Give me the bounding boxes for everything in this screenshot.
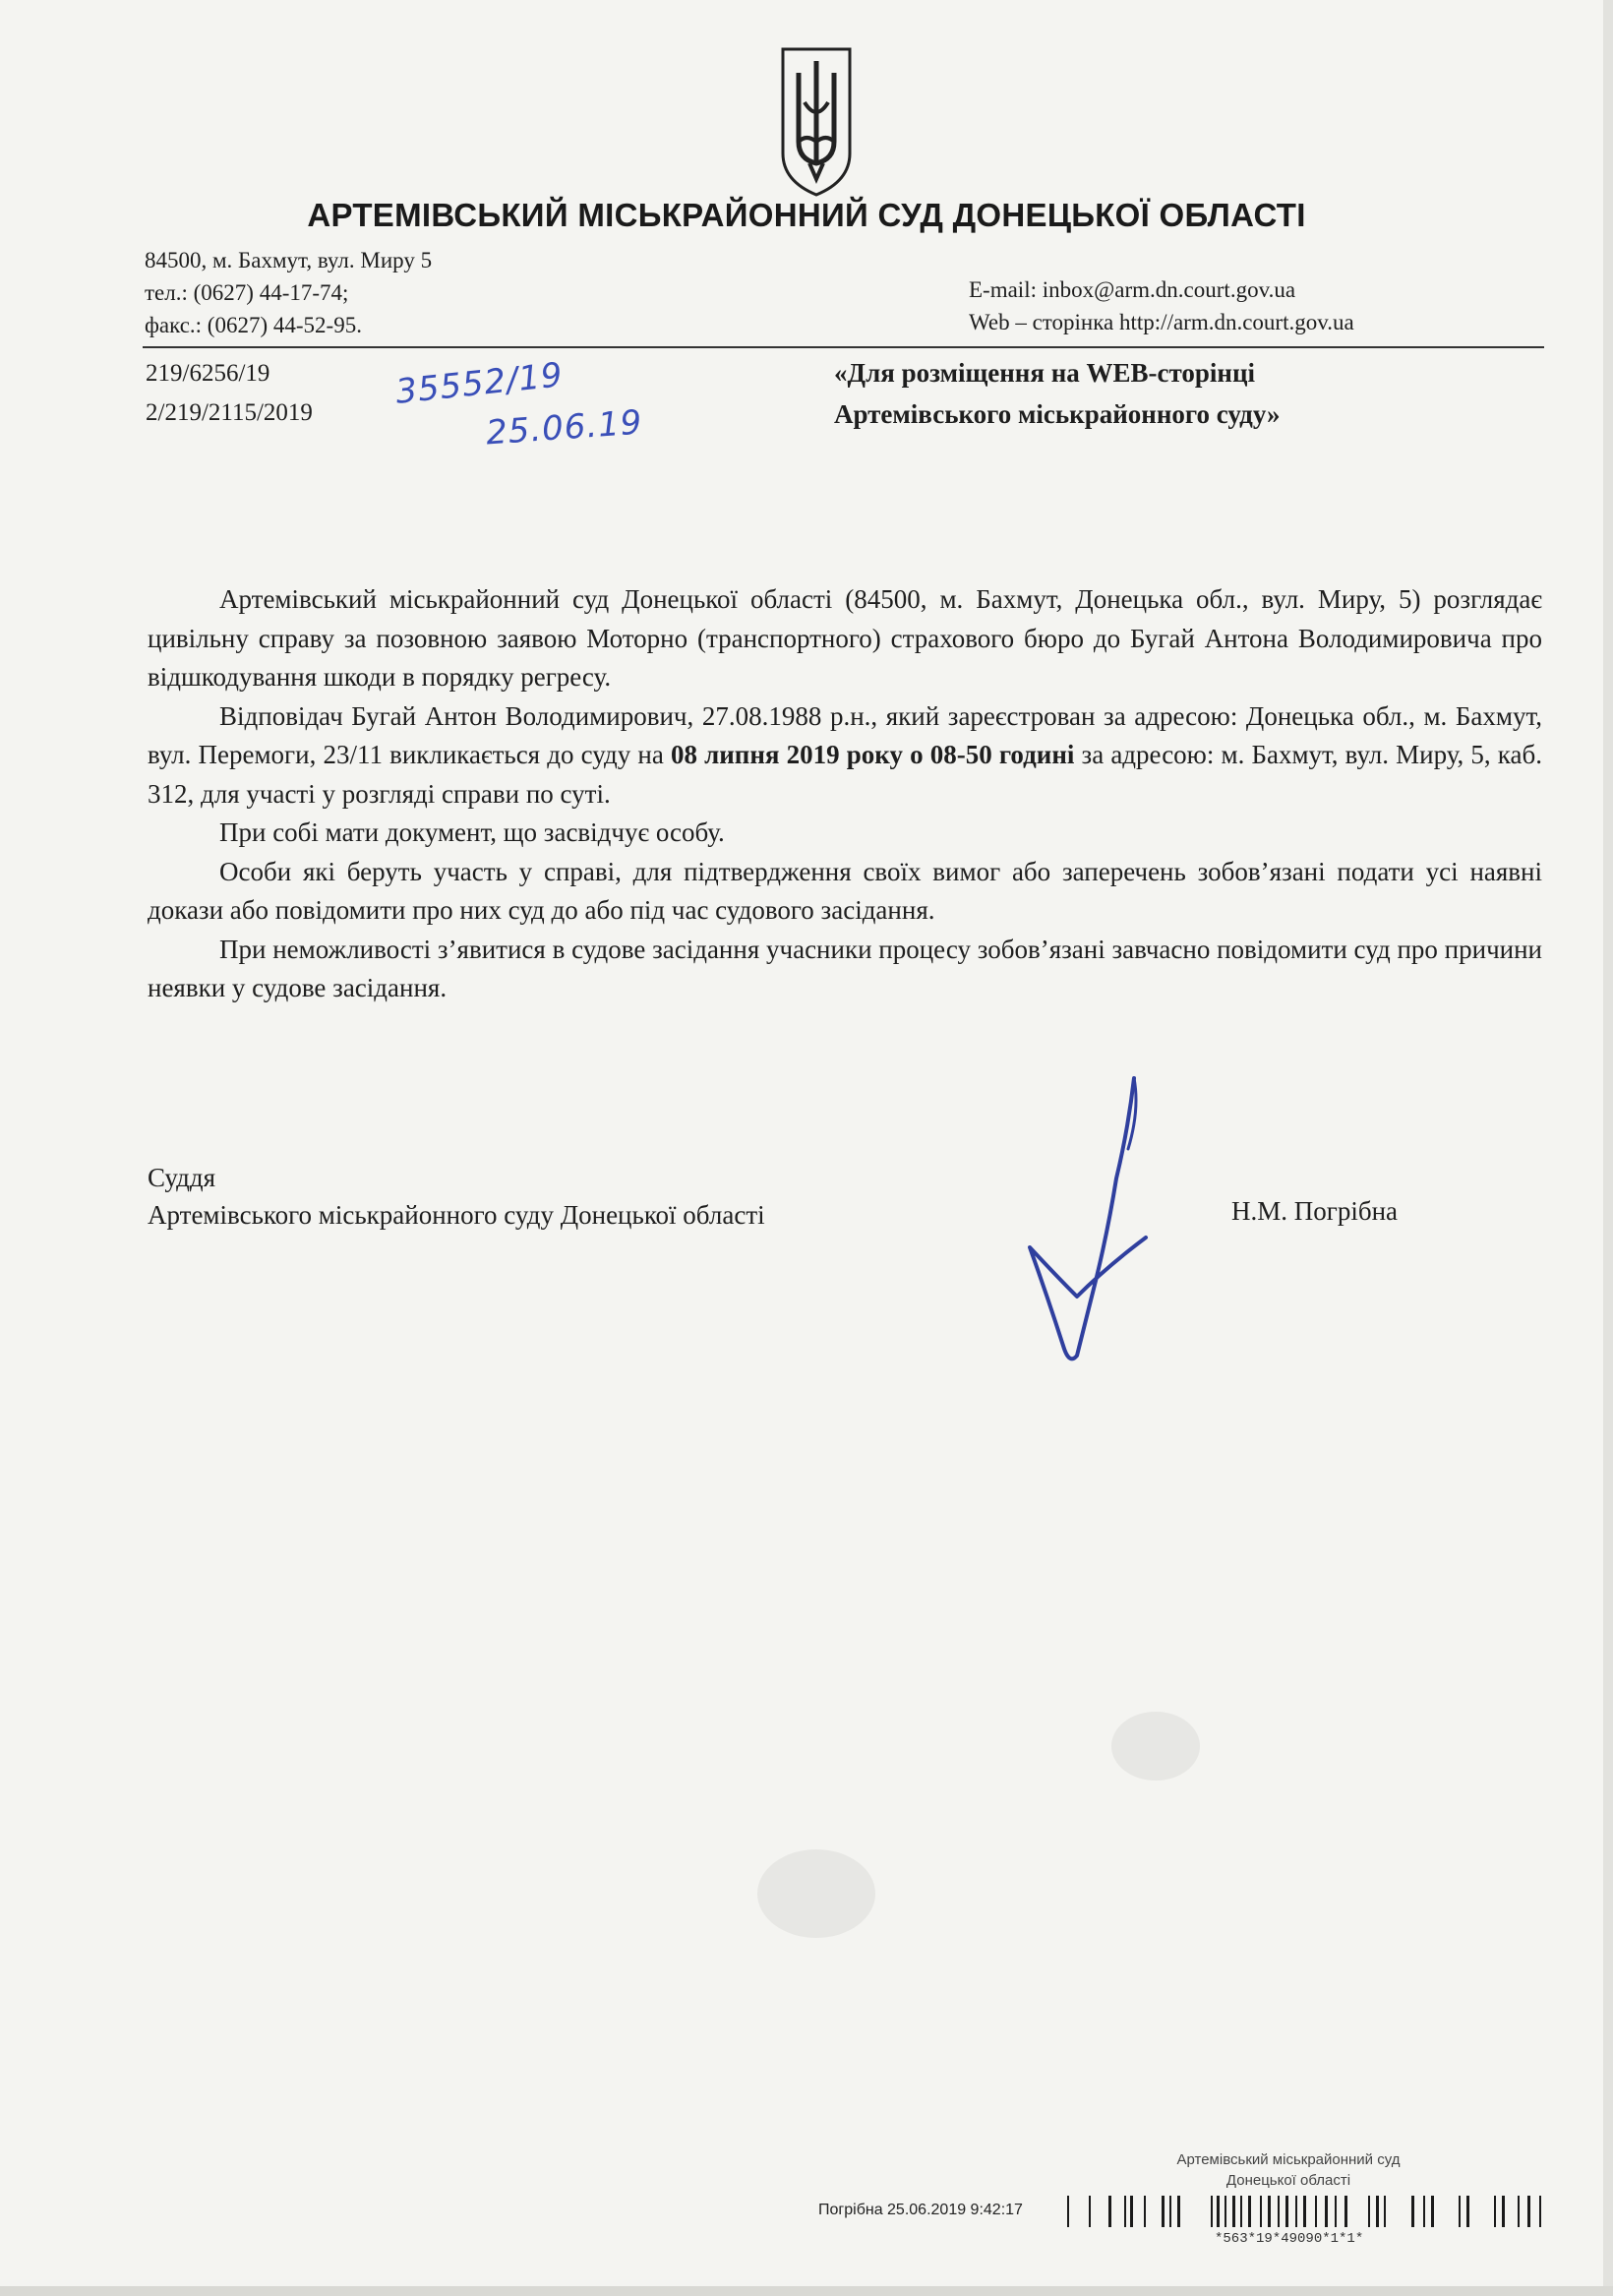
- judge-signature-block: [148, 1159, 765, 1234]
- scan-edge-bottom: [0, 2286, 1613, 2296]
- handwritten-number: 35552/19: [393, 355, 566, 412]
- court-email: E-mail: inbox@arm.dn.court.gov.ua: [969, 277, 1296, 302]
- summons-body: [148, 580, 1542, 1008]
- summons-location: за адресою: м. Бахмут, вул. Миру, 5, каб. 312, для участі у розгляді справи по суті.: [148, 740, 1542, 809]
- web-publication-note: [834, 352, 1281, 435]
- court-online-contacts: [969, 273, 1354, 338]
- web-note-line: «Для розміщення на WEB-сторінці: [834, 358, 1256, 388]
- web-note-line: Артемівського міськрайонного суду»: [834, 399, 1281, 429]
- barcode-number: *563*19*49090*1*1*: [1215, 2231, 1364, 2247]
- court-title: АРТЕМІВСЬКИЙ МІСЬКРАЙОННИЙ СУД ДОНЕЦЬКОЇ ОБЛАСТІ: [307, 197, 1306, 233]
- paragraph-summons: [148, 697, 1542, 815]
- court-address: 84500, м. Бахмут, вул. Миру 5: [145, 248, 433, 272]
- court-fax: факс.: (0627) 44-52-95.: [145, 313, 362, 337]
- hearing-datetime: 08 липня 2019 року о 08-50 годині: [670, 740, 1075, 769]
- barcode-icon: [1067, 2194, 1544, 2229]
- paragraph-case-description: Артемівський міськрайонний суд Донецької області (84500, м. Бахмут, Донецька обл., вул. Миру, 5) розглядає цивільну справу за позовною заявою Моторно (транспортного) страхового бюро до Бугай Антона Володимировича про відшкодування шкоди в порядку регресу.: [148, 584, 1542, 692]
- proceeding-number: 2/219/2115/2019: [146, 399, 313, 426]
- scan-edge-right: [1603, 0, 1613, 2296]
- paper-smudge: [1111, 1712, 1200, 1781]
- judge-court: Артемівського міськрайонного суду Донецької області: [148, 1200, 765, 1230]
- handwritten-registration: [393, 355, 661, 462]
- handwritten-signature: [1018, 1070, 1185, 1375]
- case-numbers: [146, 354, 313, 433]
- paragraph-id-requirement: При собі мати документ, що засвідчує особу.: [219, 817, 725, 847]
- judge-name: Н.М. Погрібна: [1231, 1196, 1399, 1226]
- registration-court-line: Донецької області: [1225, 2172, 1351, 2189]
- court-contacts: [145, 244, 432, 341]
- paper-smudge: [757, 1849, 875, 1938]
- header-divider: [143, 346, 1544, 348]
- paragraph-absence-notice: При неможливості з’явитися в судове засідання учасники процесу зобов’язані завчасно повідомити суд про причини неявки у судове засідання.: [148, 934, 1542, 1002]
- court-website: Web – сторінка http://arm.dn.court.gov.ua: [969, 310, 1354, 334]
- registration-court: [1082, 2149, 1495, 2191]
- paragraph-evidence: Особи які беруть участь у справі, для підтвердження своїх вимог або заперечень зобов’язані подати усі наявні докази або повідомити про них суд до або під час судового засідання.: [148, 856, 1542, 925]
- case-number: 219/6256/19: [146, 360, 270, 387]
- registration-stamp: Погрібна 25.06.2019 9:42:17: [818, 2202, 1023, 2218]
- handwritten-date: 25.06.19: [484, 402, 644, 453]
- summons-text: Відповідач Бугай Антон Володимирович, 27.08.1988 р.н., який зареєстрован за адресою: Донецька обл., м. Бахмут, вул. Перемоги, 23/11 викликається до суду на: [148, 700, 1542, 769]
- judge-role: Суддя: [148, 1163, 216, 1192]
- registration-court-line: Артемівський міськрайонний суд: [1176, 2151, 1401, 2168]
- coat-of-arms-icon: [777, 43, 856, 201]
- court-phone: тел.: (0627) 44-17-74;: [145, 280, 349, 305]
